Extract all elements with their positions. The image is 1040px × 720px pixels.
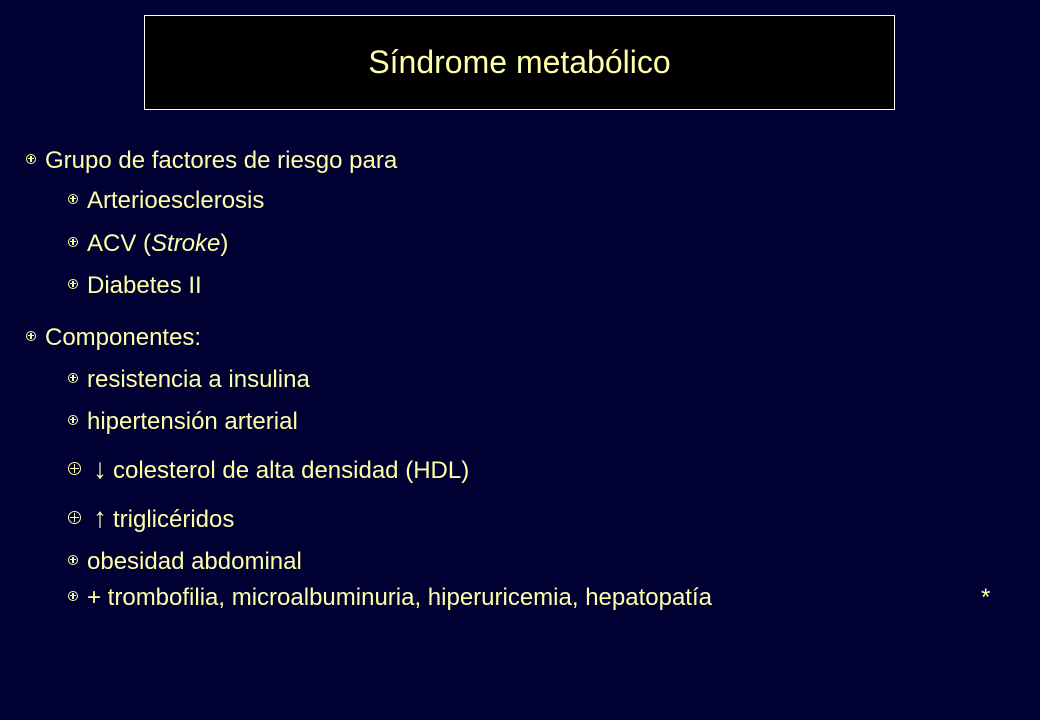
item-arteriosclerosis: Arterioesclerosis [68, 187, 264, 215]
item-diabetes: Diabetes II [68, 272, 202, 300]
arrow-down-icon: ↓ [93, 453, 107, 484]
bullet-icon [68, 237, 78, 247]
item-hypertension: hipertensión arterial [68, 408, 298, 436]
bullet-icon [26, 331, 36, 341]
bullet-icon [26, 154, 36, 164]
bullet-icon [68, 194, 78, 204]
bullet-icon [68, 511, 81, 524]
footnote-mark: * [981, 584, 991, 611]
bullet-icon [68, 415, 78, 425]
bullet-icon [68, 591, 78, 601]
bullet-risk-factors: Grupo de factores de riesgo para [26, 147, 397, 175]
item-abdominal-obesity: obesidad abdominal [68, 548, 302, 576]
item-stroke: ACV (Stroke) [68, 230, 228, 258]
item-others: + trombofilia, microalbuminuria, hiperuricemia, hepatopatía [68, 584, 712, 612]
item-insulin-resistance: resistencia a insulina [68, 366, 310, 394]
bullet-icon [68, 373, 78, 383]
bullet-icon [68, 555, 78, 565]
item-hdl: ↓ colesterol de alta densidad (HDL) [68, 455, 469, 485]
item-triglycerides: ↑ triglicéridos [68, 504, 234, 534]
bullet-icon [68, 462, 81, 475]
title-box [144, 15, 895, 110]
bullet-icon [68, 279, 78, 289]
arrow-up-icon: ↑ [93, 502, 107, 533]
bullet-components: Componentes: [26, 324, 201, 352]
slide-title: Síndrome metabólico [368, 44, 671, 80]
